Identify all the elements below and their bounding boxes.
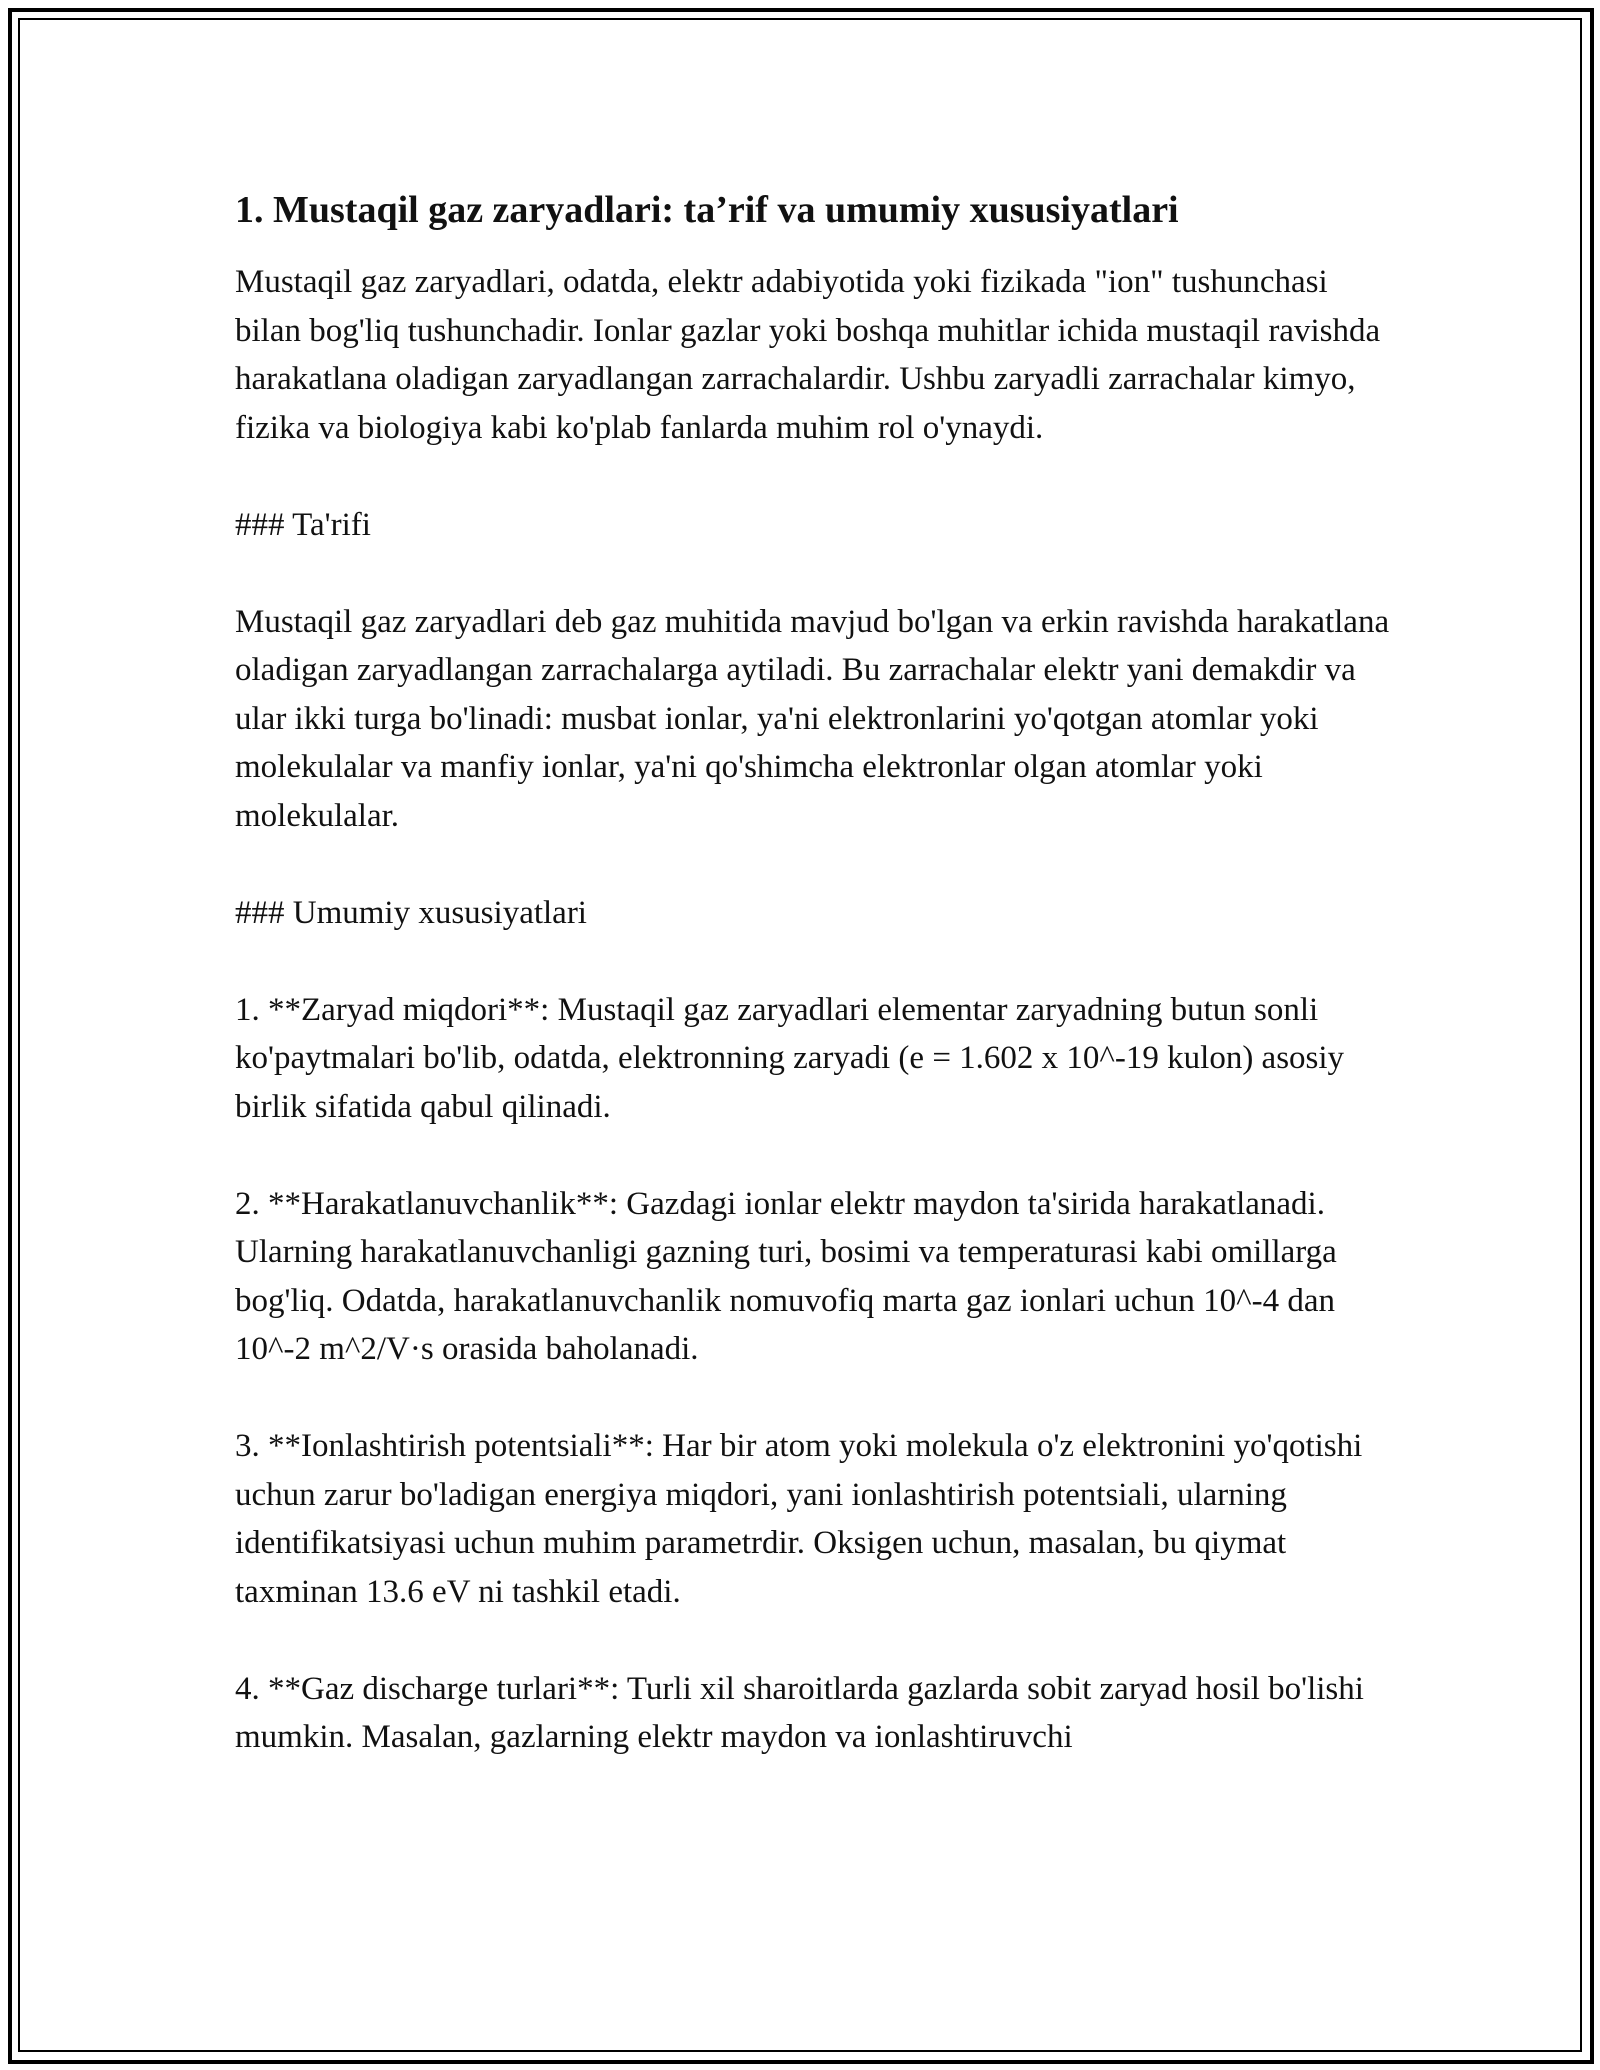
document-title: 1. Mustaqil gaz zaryadlari: ta’rif va umumiy xususiyatlari xyxy=(235,189,1179,231)
definition-paragraph: Mustaqil gaz zaryadlari deb gaz muhitida mavjud bo'lgan va erkin ravishda harakatlana oladigan zaryadlangan zarrachalarga aytiladi. Bu zarrachalar elektr yani demakdir va ular ikki turga bo'linadi: musbat ionlar, ya'ni elektronlarini yo'qotgan atomlar yoki molekulalar va manfiy ionlar, ya'ni qo'shimcha elektronlar olgan atomlar yoki molekulalar. xyxy=(235,603,1390,834)
properties-heading: ### Umumiy xususiyatlari xyxy=(235,894,587,931)
intro-paragraph: Mustaqil gaz zaryadlari, odatda, elektr adabiyotida yoki fizikada "ion" tushunchasi bilan bog'liq tushunchadir. Ionlar gazlar yoki boshqa muhitlar ichida mustaqil ravishda harakatlana oladigan zaryadlangan zarrachalardir. Ushbu zaryadli zarrachalar kimyo, fizika va biologiya kabi ko'plab fanlarda muhim rol o'ynaydi. xyxy=(235,264,1381,446)
property-item-ionization: 3. **Ionlashtirish potentsiali**: Har bir atom yoki molekula o'z elektronini yo'qotishi uchun zarur bo'ladigan energiya miqdori, yani ionlashtirish potentsiali, ularning identifikatsiyasi uchun muhim parametrdir. Oksigen uchun, masalan, bu qiymat taxminan 13.6 eV ni tashkil etadi. xyxy=(235,1428,1363,1610)
property-item-discharge: 4. **Gaz discharge turlari**: Turli xil sharoitlarda gazlarda sobit zaryad hosil bo'lishi mumkin. Masalan, gazlarning elektr maydon va ionlashtiruvchi xyxy=(235,1670,1364,1755)
property-item-charge: 1. **Zaryad miqdori**: Mustaqil gaz zaryadlari elementar zaryadning butun sonli ko'paytmalari bo'lib, odatda, elektronning zaryadi (e = 1.602 x 10^-19 kulon) asosiy birlik sifatida qabul qilinadi. xyxy=(235,991,1345,1125)
definition-heading: ### Ta'rifi xyxy=(235,506,371,543)
document-body xyxy=(235,186,1395,1810)
property-item-mobility: 2. **Harakatlanuvchanlik**: Gazdagi ionlar elektr maydon ta'sirida harakatlanadi. Ularning harakatlanuvchanligi gazning turi, bosimi va temperaturasi kabi omillarga bog'liq. Odatda, harakatlanuvchanlik nomuvofiq marta gaz ionlari uchun 10^-4 dan 10^-2 m^2/V·s orasida baholanadi. xyxy=(235,1185,1337,1367)
